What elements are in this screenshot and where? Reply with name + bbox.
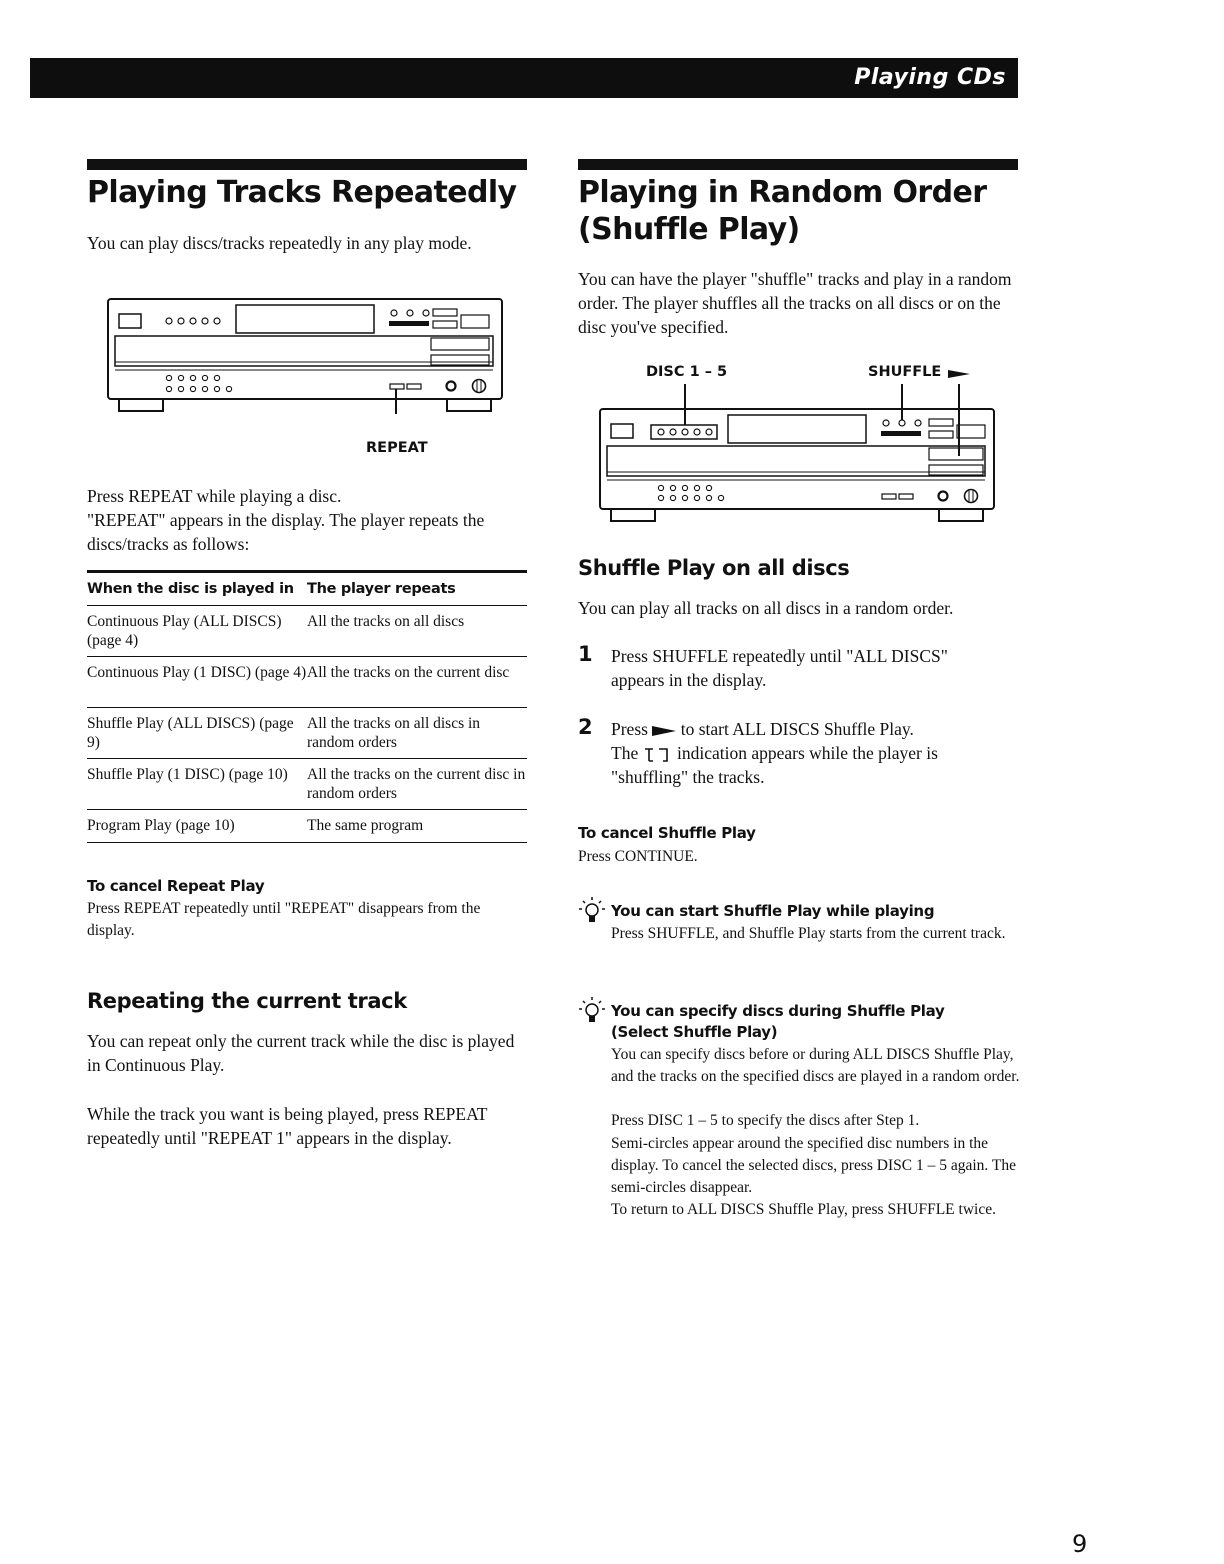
tip2-heading-line1: You can specify discs during Shuffle Play [611, 1002, 945, 1020]
shuffle-button-label: SHUFFLE [868, 364, 942, 380]
step-2-line3: "shuffling" the tracks. [611, 767, 765, 787]
right-title-rule [578, 159, 1018, 170]
right-page-title-line1: Playing in Random Order [578, 175, 987, 210]
repeat-current-heading: Repeating the current track [87, 989, 407, 1013]
step-number-1: 1 [578, 642, 593, 666]
tip2-text3: Semi-circles appear around the specified disc numbers in the display. To cancel the selected discs, press DISC 1 – 5 again. The semi-circles disappear. [611, 1135, 1016, 1196]
table-row [87, 759, 527, 810]
tip2-heading-line2: (Select Shuffle Play) [611, 1023, 778, 1041]
cd-player-illustration-repeat [105, 296, 505, 416]
right-intro: You can have the player "shuffle" tracks and play in a random order. The player shuffles all the tracks on all discs or on the disc you've specified. [578, 269, 1012, 337]
step-1-line2: appears in the display. [611, 670, 767, 690]
table-cell-mode: Program Play (page 10) [87, 810, 307, 843]
cancel-repeat-heading: To cancel Repeat Play [87, 877, 265, 895]
table-header-repeats: The player repeats [307, 572, 527, 606]
step-2-the-text: The [611, 743, 639, 763]
repeat-button-label: REPEAT [366, 440, 428, 456]
section-title: Playing CDs [854, 65, 1006, 90]
left-appears-text: "REPEAT" appears in the display. The player repeats the discs/tracks as follows: [87, 510, 485, 554]
left-title-rule [87, 159, 527, 170]
tip2-text: You can specify discs before or during ALL DISCS Shuffle Play, and the tracks on the specified discs are played in a random order. [611, 1046, 1020, 1085]
table-cell-repeats: All the tracks on all discs in random orders [307, 708, 527, 759]
table-cell-repeats: All the tracks on all discs [307, 606, 527, 657]
repeat-current-para1: You can repeat only the current track while the disc is played in Continuous Play. [87, 1031, 515, 1075]
shuffle-all-discs-heading: Shuffle Play on all discs [578, 556, 850, 580]
repeat-modes-table [87, 570, 527, 843]
table-cell-mode: Shuffle Play (ALL DISCS) (page 9) [87, 708, 307, 759]
table-cell-repeats: All the tracks on the current disc in random orders [307, 759, 527, 810]
table-header-row [87, 572, 527, 606]
play-arrow-icon [652, 725, 676, 737]
cancel-shuffle-heading: To cancel Shuffle Play [578, 824, 756, 842]
tip-lightbulb-icon [578, 996, 606, 1028]
cd-player-illustration-shuffle [597, 384, 997, 526]
tip-lightbulb-icon [578, 896, 606, 928]
cancel-repeat-text: Press REPEAT repeatedly until "REPEAT" disappears from the display. [87, 900, 481, 939]
table-cell-repeats: The same program [307, 810, 527, 843]
page-number: 9 [1072, 1530, 1088, 1558]
step-2-indication-text: indication appears while the player is [676, 743, 938, 763]
right-page-title-line2: (Shuffle Play) [578, 212, 800, 247]
tip2-text4: To return to ALL DISCS Shuffle Play, press SHUFFLE twice. [611, 1201, 996, 1218]
left-intro: You can play discs/tracks repeatedly in any play mode. [87, 233, 472, 253]
step-1-line1: Press SHUFFLE repeatedly until "ALL DISCS" [611, 646, 948, 666]
section-header-band [30, 58, 1018, 98]
shuffle-all-discs-intro: You can play all tracks on all discs in a random order. [578, 598, 954, 618]
cancel-shuffle-text: Press CONTINUE. [578, 848, 698, 865]
left-press-text: Press REPEAT while playing a disc. [87, 486, 342, 506]
tip2-text2: Press DISC 1 – 5 to specify the discs after Step 1. [611, 1112, 920, 1129]
table-cell-mode: Continuous Play (1 DISC) (page 4) [87, 657, 307, 708]
table-header-mode: When the disc is played in [87, 572, 307, 606]
step-2-start-text: to start ALL DISCS Shuffle Play. [680, 719, 914, 739]
disc-button-label: DISC 1 – 5 [646, 364, 728, 380]
table-cell-mode: Continuous Play (ALL DISCS) (page 4) [87, 606, 307, 657]
table-row [87, 708, 527, 759]
step-2-line1 [611, 717, 1021, 741]
table-row [87, 606, 527, 657]
step-number-2: 2 [578, 715, 593, 739]
step-2-press-text: Press [611, 719, 648, 739]
play-arrow-icon [948, 368, 970, 380]
tip1-text: Press SHUFFLE, and Shuffle Play starts from the current track. [611, 925, 1006, 942]
table-row [87, 810, 527, 843]
table-row [87, 657, 527, 708]
table-cell-mode: Shuffle Play (1 DISC) (page 10) [87, 759, 307, 810]
step-2-line2 [611, 741, 1021, 765]
shuffle-indicator-icon [643, 745, 673, 765]
tip1-heading: You can start Shuffle Play while playing [611, 902, 935, 920]
repeat-current-para2: While the track you want is being played, press REPEAT repeatedly until "REPEAT 1" appears in the display. [87, 1104, 488, 1148]
left-page-title: Playing Tracks Repeatedly [87, 175, 517, 210]
table-cell-repeats: All the tracks on the current disc [307, 657, 527, 708]
